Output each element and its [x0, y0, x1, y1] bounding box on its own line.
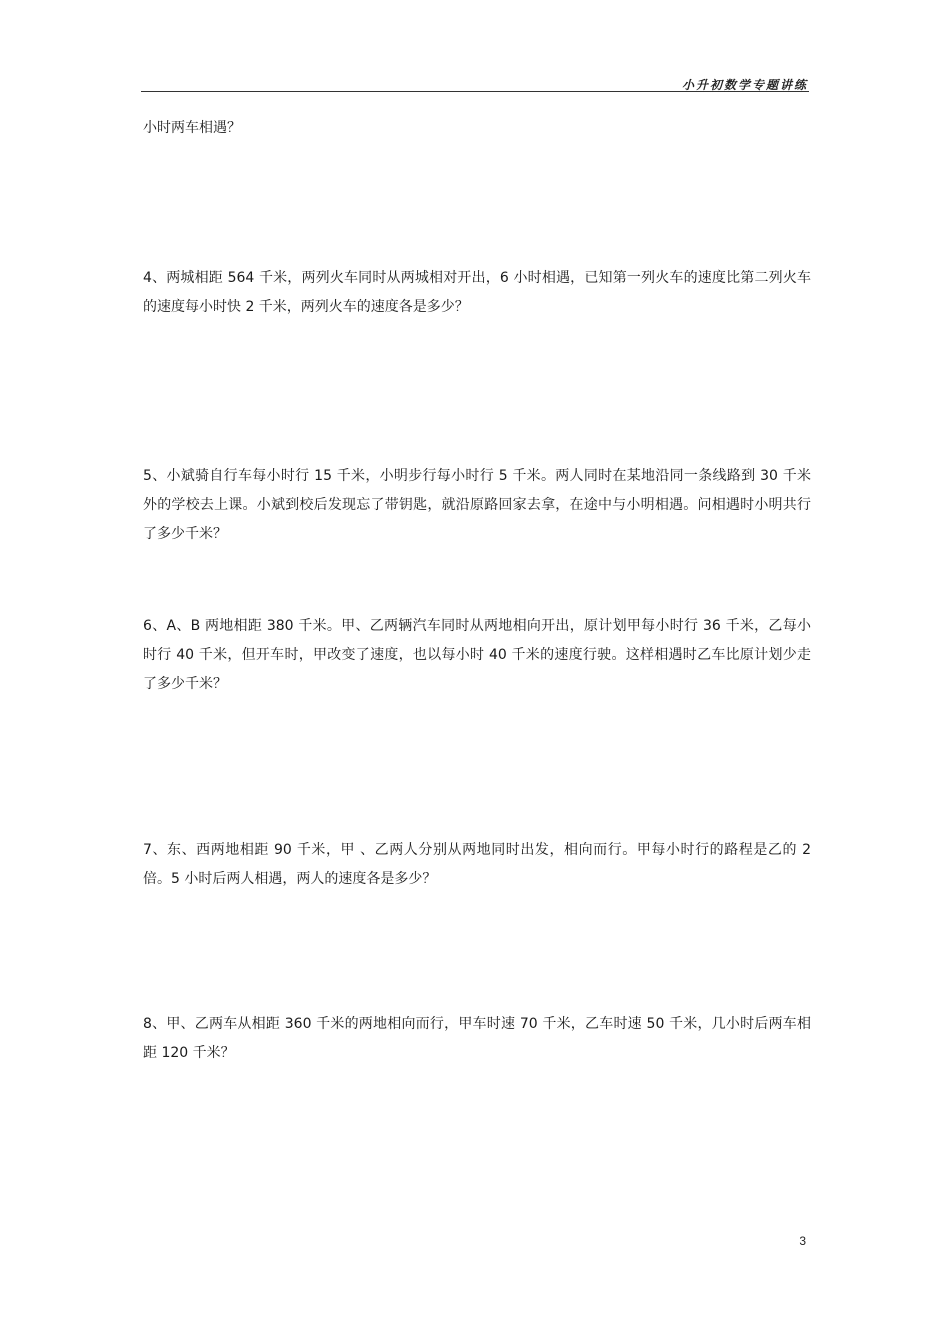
problem-6: 6、A、B 两地相距 380 千米。甲、乙两辆汽车同时从两地相向开出，原计划甲每小时行 36 千米，乙每小时行 40 千米，但开车时，甲改变了速度，也以每小时 40 千米的速度行驶。这样相遇时乙车比原计划少走了多少千米？ — [143, 618, 811, 692]
problem-4: 4、两城相距 564 千米，两列火车同时从两城相对开出，6 小时相遇，已知第一列火车的速度比第二列火车的速度每小时快 2 千米，两列火车的速度各是多少？ — [143, 270, 811, 315]
problem-3-continuation: 小时两车相遇？ — [143, 120, 241, 136]
page-number: 3 — [799, 1234, 806, 1248]
header-title: 小升初数学专题讲练 — [681, 78, 808, 92]
problem-7: 7、东、西两地相距 90 千米，甲 、乙两人分别从两地同时出发，相向而行。甲每小时行的路程是乙的 2 倍。5 小时后两人相遇，两人的速度各是多少？ — [143, 842, 811, 887]
problem-5: 5、小斌骑自行车每小时行 15 千米，小明步行每小时行 5 千米。两人同时在某地沿同一条线路到 30 千米外的学校去上课。小斌到校后发现忘了带钥匙，就沿原路回家去拿，在途中与小明相遇。问相遇时小明共行了多少千米？ — [143, 468, 811, 542]
problem-8: 8、甲、乙两车从相距 360 千米的两地相向而行，甲车时速 70 千米，乙车时速 50 千米，几小时后两车相距 120 千米？ — [143, 1016, 811, 1061]
header-divider — [141, 91, 809, 92]
